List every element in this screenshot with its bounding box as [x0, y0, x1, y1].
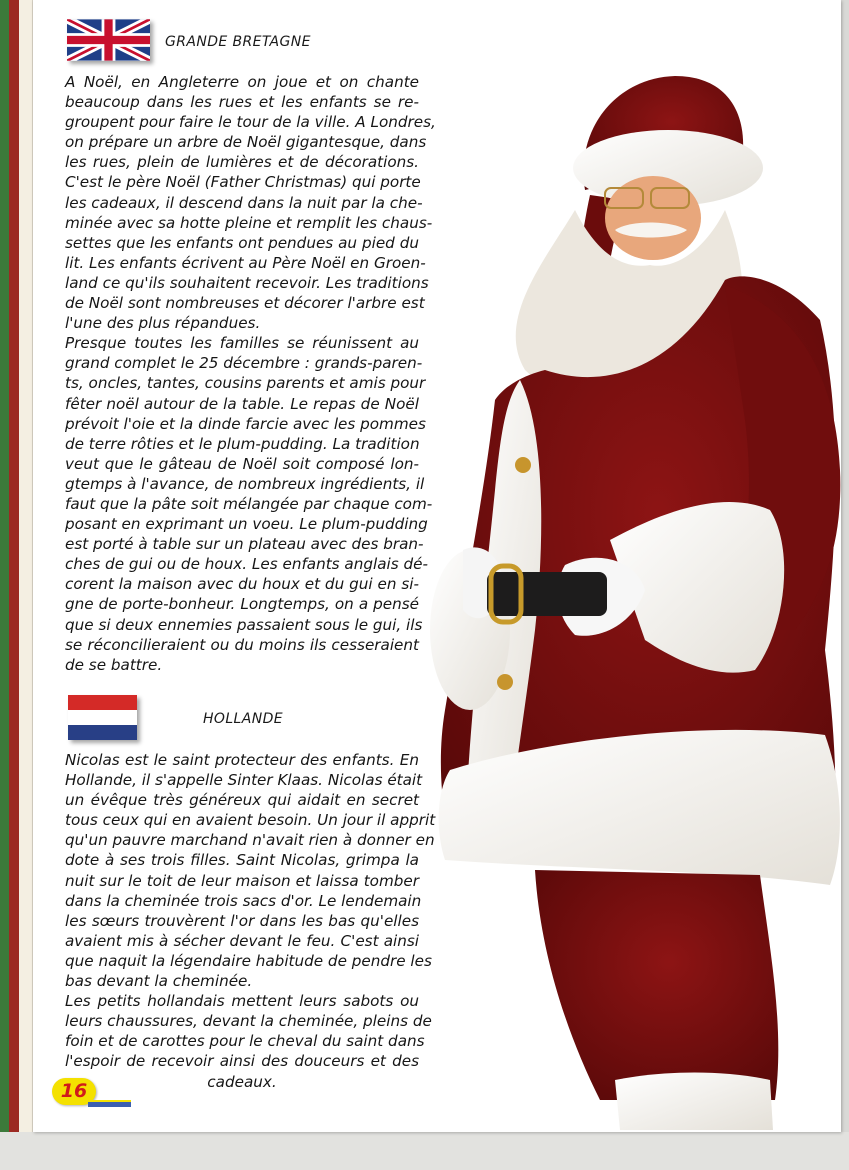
text-line: de terre rôties et le plum-pudding. La tradition	[65, 434, 420, 453]
text-line: on prépare un arbre de Noël gigantesque, dans	[65, 133, 427, 152]
text-line: Nicolas est le saint protecteur des enfants. En	[65, 751, 419, 769]
text-line: beaucoup dans les rues et les enfants se re-	[65, 93, 419, 112]
text-line: de Noël sont nombreuses et décorer l'arbre est	[65, 294, 425, 313]
text-line: de se battre.	[65, 655, 163, 674]
text-line: les cadeaux, il descend dans la nuit par la che-	[65, 193, 423, 212]
text-line: leurs chaussures, devant la cheminée, pleins de	[65, 1012, 432, 1031]
text-line: grand complet le 25 décembre : grands-paren-	[65, 354, 423, 373]
binding-edge-red	[9, 0, 19, 1135]
text-line: que naquit la légendaire habitude de pendre les	[65, 951, 432, 970]
text-line: avaient mis à sécher devant le feu. C'est ainsi	[65, 931, 419, 950]
section-heading-grande-bretagne: GRANDE BRETAGNE	[165, 34, 311, 50]
text-line: Presque toutes les familles se réunissent au	[65, 334, 419, 353]
text-line: un évêque très généreux qui aidait en secret	[65, 791, 419, 810]
text-line: corent la maison avec du houx et du gui en si-	[65, 575, 419, 594]
text-line: Hollande, il s'appelle Sinter Klaas. Nicolas était	[65, 771, 423, 790]
netherlands-flag-icon	[68, 695, 137, 740]
section-body-grande-bretagne	[65, 72, 436, 675]
text-line: que si deux ennemies passaient sous le gui, ils	[65, 615, 423, 634]
text-line: minée avec sa hotte pleine et remplit les chaus-	[65, 213, 433, 232]
text-line: ts, oncles, tantes, cousins parents et amis pour	[65, 374, 426, 393]
text-line: dans la cheminée trois sacs d'or. Le lendemain	[65, 891, 422, 910]
scan-right-margin	[841, 0, 849, 1132]
text-line: ches de gui ou de houx. Les enfants anglais dé-	[65, 555, 428, 574]
text-line: groupent pour faire le tour de la ville. A Londres,	[65, 113, 436, 132]
section-heading-hollande: HOLLANDE	[203, 711, 284, 727]
text-line: gtemps à l'avance, de nombreux ingrédients, il	[65, 474, 425, 493]
text-line: l'une des plus répandues.	[65, 314, 261, 333]
text-line: lit. Les enfants écrivent au Père Noël en Groen-	[65, 253, 426, 272]
page-number-underline	[88, 1100, 131, 1107]
text-line: faut que la pâte soit mélangée par chaque com-	[65, 494, 433, 513]
text-line: C'est le père Noël (Father Christmas) qui porte	[65, 173, 421, 192]
page-number: 16	[60, 1080, 88, 1102]
text-line: l'espoir de recevoir ainsi des douceurs et des	[65, 1052, 419, 1071]
text-line: tous ceux qui en avaient besoin. Un jour il apprit	[65, 811, 436, 830]
text-line: foin et de carottes pour le cheval du saint dans	[65, 1032, 425, 1051]
binding-edge-cream	[19, 0, 33, 1135]
text-line: qu'un pauvre marchand n'avait rien à donner en	[65, 831, 435, 850]
union-jack-flag-icon	[67, 19, 150, 61]
text-line: fêter noël autour de la table. Le repas de Noël	[65, 394, 419, 413]
text-line: posant en exprimant un voeu. Le plum-pudding	[65, 515, 428, 534]
text-line: nuit sur le toit de leur maison et laissa tomber	[65, 871, 419, 890]
text-line: prévoit l'oie et la dinde farcie avec les pommes	[65, 414, 426, 433]
santa-claus-photo	[425, 70, 841, 1130]
text-line: cadeaux.	[207, 1072, 277, 1091]
scan-bottom-margin	[0, 1132, 849, 1170]
text-line: Les petits hollandais mettent leurs sabots ou	[65, 992, 419, 1011]
binding-edge-green	[0, 0, 9, 1135]
text-line: les sœurs trouvèrent l'or dans les bas qu'elles	[65, 911, 419, 930]
text-line: veut que le gâteau de Noël soit composé lon-	[65, 454, 419, 473]
text-line: se réconcilieraient ou du moins ils cesseraient	[65, 635, 419, 654]
text-line: est porté à table sur un plateau avec des bran-	[65, 535, 424, 554]
text-line: gne de porte-bonheur. Longtemps, on a pensé	[65, 595, 419, 614]
text-line: land ce qu'ils souhaitent recevoir. Les traditions	[65, 273, 429, 292]
text-line: bas devant la cheminée.	[65, 972, 253, 991]
text-line: A Noël, en Angleterre on joue et on chante	[65, 73, 419, 91]
text-line: settes que les enfants ont pendues au pied du	[65, 233, 419, 252]
text-line: les rues, plein de lumières et de décorations.	[65, 153, 419, 172]
section-body-hollande	[65, 750, 436, 1092]
text-line: dote à ses trois filles. Saint Nicolas, grimpa la	[65, 851, 419, 870]
